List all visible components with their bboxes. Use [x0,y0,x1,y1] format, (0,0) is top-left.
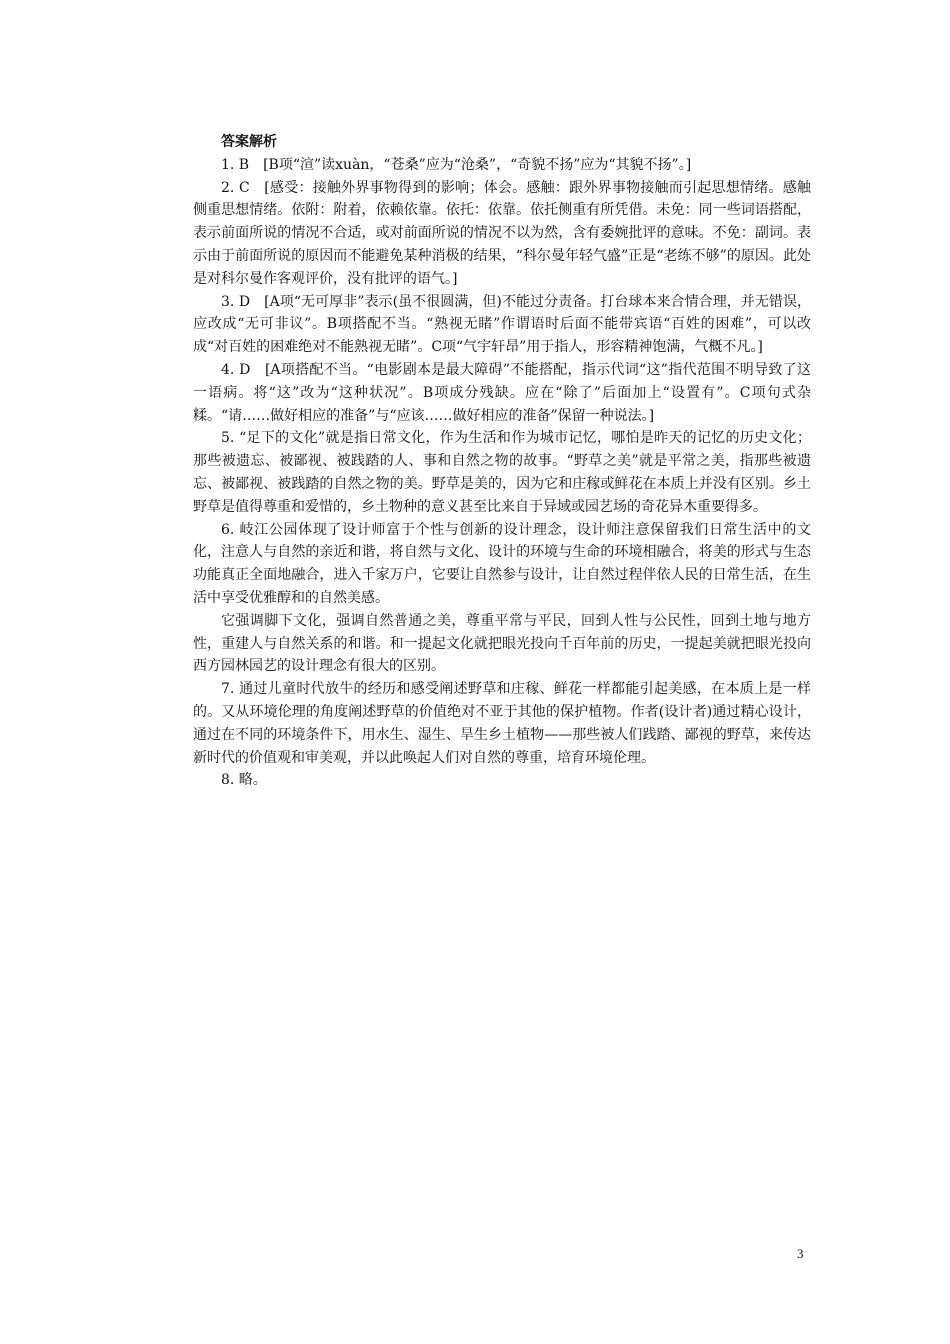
answer-paragraph-6-continued: 它强调脚下文化，强调自然普通之美，尊重平常与平民，回到人性与公民性，回到土地与地方性，重建人与自然关系的和谐。和一提起文化就把眼光投向千百年前的历史，一提起美就把眼光投向西方园林园艺的设计理念有很大的区别。 [193,612,811,675]
section-heading: 答案解析 [221,134,277,150]
answer-paragraph-5: 5. “足下的文化”就是指日常文化，作为生活和作为城市记忆，哪怕是昨天的记忆的历史文化；那些被遗忘、被鄙视、被践踏的人、事和自然之物的故事。“野草之美”就是平常之美，指那些被遗忘、被鄙视、被践踏的自然之物的美。野草是美的，因为它和庄稼或鲜花在本质上并没有区别。乡土野草是值得尊重和爱惜的，乡土物种的意义甚至比来自于异域或园艺场的奇花异木重要得多。 [193,430,811,515]
answer-paragraph-6: 6. 岐江公园体现了设计师富于个性与创新的设计理念，设计师注意保留我们日常生活中的文化，注意人与自然的亲近和谐，将自然与文化、设计的环境与生命的环境相融合，将美的形式与生态功能真正全面地融合，进入千家万户，它要让自然参与设计，让自然过程伴依人民的日常生活，在生活中享受优雅醇和的自然美感。 [193,521,811,606]
page-number: 3 [797,1246,804,1261]
answer-paragraph-8: 8. 略。 [221,772,267,789]
answer-paragraph-3: 3. D [A项“无可厚非”表示(虽不很圆满，但)不能过分责备。打台球本来合情合理，并无错误，应改成“无可非议”。B项搭配不当。“熟视无睹”作谓语时后面不能带宾语“百姓的困难”，可以改成“对百姓的困难绝对不能熟视无睹”。C项“气宇轩昂”用于指人，形容精神饱满，气概不凡。] [193,293,811,356]
answer-section [193,131,811,792]
answer-paragraph-1: 1. B [B项“渲”读xuàn，“苍桑”应为“沧桑”，“奇貌不扬”应为“其貌不扬”。] [221,156,692,173]
answer-paragraph-2: 2. C [感受：接触外界事物得到的影响；体会。感触：跟外界事物接触而引起思想情绪。感触侧重思想情绪。依附：附着，依赖依靠。依托：依靠。依托侧重有所凭借。未免：同一些词语搭配，表示前面所说的情况不合适，或对前面所说的情况不以为然，含有委婉批评的意味。不免：副词。表示由于前面所说的原因而不能避免某种消极的结果，“科尔曼年轻气盛”正是“老练不够”的原因。此处是对科尔曼作客观评价，没有批评的语气。] [193,179,811,287]
answer-paragraph-7: 7. 通过儿童时代放牛的经历和感受阐述野草和庄稼、鲜花一样都能引起美感，在本质上是一样的。又从环境伦理的角度阐述野草的价值绝对不亚于其他的保护植物。作者(设计者)通过精心设计，通过在不同的环境条件下，用水生、湿生、旱生乡土植物——那些被人们践踏、鄙视的野草，来传达新时代的价值观和审美观，并以此唤起人们对自然的尊重，培育环境伦理。 [193,681,811,766]
answer-paragraph-4: 4. D [A项搭配不当。“电影剧本是最大障碍”不能搭配，指示代词“这”指代范围不明导致了这一语病。将“这”改为“这种状况”。B项成分残缺。应在“除了”后面加上“设置有”。C项句式杂糅。“请……做好相应的准备”与“应该……做好相应的准备”保留一种说法。] [193,361,811,424]
